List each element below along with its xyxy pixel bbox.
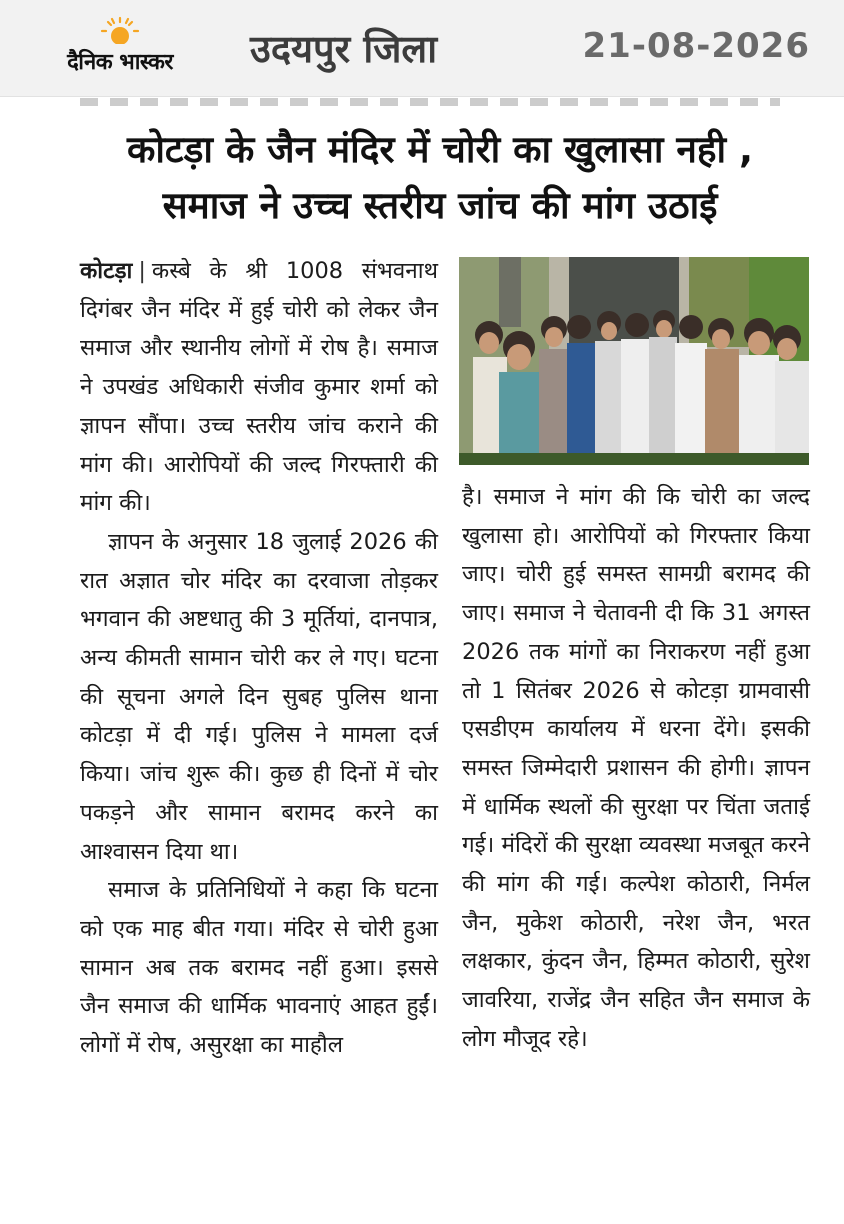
news-photo: [459, 257, 809, 465]
group-photo-illustration: [459, 257, 809, 465]
brand-logo: [36, 16, 204, 80]
article-column-right: [462, 478, 810, 1059]
headline-line-2: समाज ने उच्च स्तरीय जांच की मांग उठाई: [162, 184, 718, 227]
sun-logo-icon: [98, 16, 142, 44]
newspaper-header: [0, 0, 844, 97]
headline-line-1: कोटड़ा के जैन मंदिर में चोरी का खुलासा नही ,: [126, 128, 754, 171]
article-column-left: [80, 252, 438, 1065]
article-paragraph: ज्ञापन के अनुसार 18 जुलाई 2026 की रात अज्ञात चोर मंदिर का दरवाजा तोड़कर भगवान की अष्टधातु की 3 मूर्तियां, दानपात्र, अन्य कीमती सामान चोरी कर ले गए। घटना की सूचना अगले दिन सुबह पुलिस थाना कोटड़ा में दी गई। पुलिस ने मामला दर्ज किया। जांच शुरू की। कुछ ही दिनों में चोर पकड़ने और सामान बरामद करने का आश्वासन दिया था।: [80, 528, 438, 865]
cropped-text-strip: [80, 98, 780, 106]
dateline-separator: |: [138, 258, 146, 284]
article-paragraph: है। समाज ने मांग की कि चोरी का जल्द खुलासा हो। आरोपियों को गिरफ्तार किया जाए। चोरी हुई समस्त सामग्री बरामद की जाए। समाज ने चेतावनी दी कि 31 अगस्त 2026 तक मांगों का निराकरण नहीं हुआ तो 1 सितंबर 2026 से कोटड़ा ग्रामवासी एसडीएम कार्यालय में धरना देंगे। इसकी समस्त जिम्मेदारी प्रशासन की होगी। ज्ञापन में धार्मिक स्थलों की सुरक्षा पर चिंता जताई गई। मंदिरों की सुरक्षा व्यवस्था मजबूत करने की मांग की गई। कल्पेश कोठारी, निर्मल जैन, मुकेश कोठारी, नरेश जैन, भरत लक्षकार, कुंदन जैन, हिम्मत कोठारी, सुरेश जावरिया, राजेंद्र जैन सहित जैन समाज के लोग मौजूद रहे।: [462, 484, 810, 1052]
paragraph-text: कस्बे के श्री 1008 संभवनाथ दिगंबर जैन मंदिर में हुई चोरी को लेकर जैन समाज और स्थानीय लोगों में रोष है। समाज ने उपखंड अधिकारी संजीव कुमार शर्मा को ज्ञापन सौंपा। उच्च स्तरीय जांच कराने की मांग की। आरोपियों की जल्द गिरफ्तारी की मांग की।: [80, 258, 438, 517]
article-paragraph: [80, 252, 438, 523]
brand-name: दैनिक भास्कर: [67, 50, 173, 75]
edition-date: 21-08-2026: [582, 26, 810, 66]
article-headline: [60, 122, 820, 234]
edition-title: उदयपुर जिला: [250, 27, 438, 71]
article-paragraph: समाज के प्रतिनिधियों ने कहा कि घटना को एक माह बीत गया। मंदिर से चोरी हुआ सामान अब तक बरामद नहीं हुआ। इससे जैन समाज की धार्मिक भावनाएं आहत हुईं। लोगों में रोष, असुरक्षा का माहौल: [80, 877, 438, 1059]
article-dateline: कोटड़ा: [80, 258, 133, 284]
